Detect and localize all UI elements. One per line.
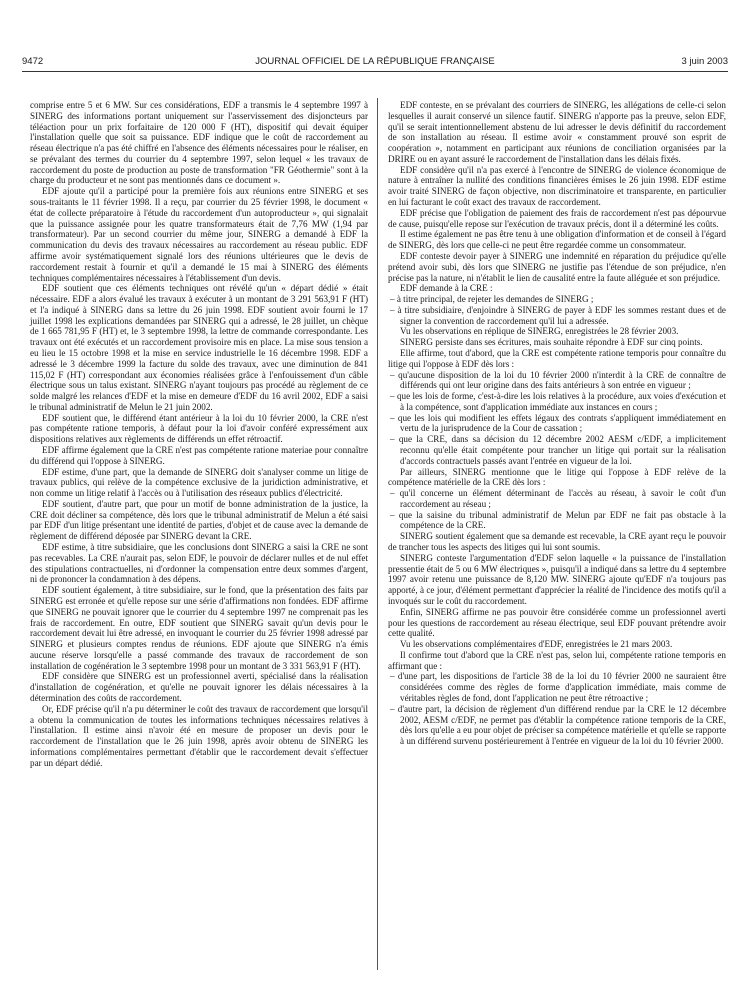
bullet-item: – que les lois de forme, c'est-à-dire les lois relatives à la procédure, aux voies d'exécution et à la compétence, sont d'application immédiate aux instances en cours ; <box>388 391 726 413</box>
paragraph: Enfin, SINERG affirme ne pas pouvoir être considérée comme un professionnel averti pour les questions de raccordement au réseau électrique, seul EDF pouvant prétendre avoir cette qualité. <box>388 606 726 639</box>
paragraph: Il estime également ne pas être tenu à une obligation d'information et de conseil à l'égard de SINERG, dès lors que celle-ci ne peut être regardée comme un consommateur. <box>388 229 726 251</box>
header-rule <box>22 71 728 72</box>
paragraph: Par ailleurs, SINERG mentionne que le litige qui l'oppose à EDF relève de la compétence matérielle de la CRE dès lors : <box>388 466 726 488</box>
right-column <box>388 100 726 747</box>
paragraph: SINERG soutient également que sa demande est recevable, la CRE ayant reçu le pouvoir de trancher tous les aspects des litiges qui lui sont soumis. <box>388 531 726 553</box>
paragraph: EDF considère que SINERG est un professionnel averti, spécialisé dans la réalisation d'installation de cogénération, et qu'elle ne pouvait ignorer les délais nécessaires à la détermination des coûts de raccordement. <box>30 671 368 703</box>
paragraph: Vu les observations en réplique de SINERG, enregistrées le 28 février 2003. <box>400 326 679 337</box>
paragraph: EDF soutient que, le différend étant antérieur à la loi du 10 février 2000, la CRE n'est pas compétente ratione temporis, à défaut pour la loi d'avoir conféré expressément aux dispositions relatives aux règlements de différends un effet rétroactif. <box>30 412 368 445</box>
issue-date: 3 juin 2003 <box>681 56 728 67</box>
paragraph: SINERG conteste l'argumentation d'EDF selon laquelle « la puissance de l'installation pressentie était de 5 ou 6 MW électriques », puisqu'il a indiqué dans sa lettre du 4 septembre 1997 avoir retenu une puissance de 8,120 MW. SINERG ajoute qu'EDF n'a toujours pas apporté, à ce jour, d'élément permettant d'apprécier la réalité de l'incidence des motifs qu'il a invoqués sur le coût du raccordement. <box>388 552 726 606</box>
bullet-item: – que la saisine du tribunal administratif de Melun par EDF ne fait pas obstacle à la compétence de la CRE. <box>388 510 726 532</box>
paragraph: EDF demande à la CRE : <box>400 283 493 294</box>
paragraph: Elle affirme, tout d'abord, que la CRE est compétente ratione temporis pour connaître du litige qui l'oppose à EDF dès lors : <box>388 347 726 369</box>
paragraph: comprise entre 5 et 6 MW. Sur ces considérations, EDF a transmis le 4 septembre 1997 à SINERG des informations portant uniquement sur l'asservissement des disjoncteurs par téléaction pour un prix forfaitaire de 120 000 F (HT), dispositif qui devait équiper l'installation quelle que soit sa puissance. EDF indique que le coût de raccordement au réseau électrique n'a pas été chiffré en l'absence des éléments nécessaires pour le réaliser, en se prévalant des termes du courrier du 4 septembre 1997, selon lequel « les travaux de raccordement du poste de production au poste de transformation "FR Géothermie" sont à la charge du producteur et ne sont pas mentionnés dans ce document ». <box>30 100 368 186</box>
paragraph: EDF affirme également que la CRE n'est pas compétente ratione materiae pour connaître du différend qui l'oppose à SINERG. <box>30 445 368 466</box>
bullet-item: – d'une part, les dispositions de l'article 38 de la loi du 10 février 2000 ne sauraient être considérées comme des règles de forme d'application immédiate, mais comme de véritables règles de fond, dont l'application ne peut être rétroactive ; <box>388 671 726 703</box>
paragraph: EDF ajoute qu'il a participé pour la première fois aux réunions entre SINERG et ses sous-traitants le 11 février 1998. Il a reçu, par courrier du 25 février 1998, le document « état de collecte préparatoire à l'étude du raccordement d'un autoproducteur », qui signalait que la puissance assignée pour les quatre transformateurs était de 7,76 MW (1,94 par transformateur). Par un second courrier du même jour, SINERG a demandé à EDF la communication du devis des travaux nécessaires au raccordement au réseau public. EDF affirme avoir systématiquement signalé lors des réunions ultérieures que le devis de raccordement restait à fournir et qu'il a demandé le 15 mai à SINERG des éléments techniques complémentaires nécessaires à l'établissement d'un devis. <box>30 186 368 283</box>
paragraph: EDF considère qu'il n'a pas exercé à l'encontre de SINERG de violence économique de nature à entraîner la nullité des conditions financières émises le 26 juin 1998. EDF estime avoir traité SINERG de façon objective, non discriminatoire et transparente, en particulier en lui facturant le coût exact des travaux de raccordement. <box>388 164 726 208</box>
paragraph: EDF conteste, en se prévalant des courriers de SINERG, les allégations de celle-ci selon lesquelles il aurait conservé un silence fautif. SINERG n'apporte pas la preuve, selon EDF, qu'il se serait intentionnellement abstenu de lui adresser le devis définitif du raccordement de son installation au réseau. Il estime avoir « constamment prouvé son esprit de coopération », notamment en participant aux réunions de conciliation organisées par la DRIRE ou en ayant assuré le raccordement de l'installation dans les délais fixés. <box>388 100 726 164</box>
bullet-item: – que les lois qui modifient les effets légaux des contrats s'appliquent immédiatement en vertu de la jurisprudence de la Cour de cassation ; <box>388 413 726 435</box>
bullet-item: – qu'aucune disposition de la loi du 10 février 2000 n'interdit à la CRE de connaître de différends qui ont leur origine dans des faits antérieurs à son entrée en vigueur ; <box>388 370 726 392</box>
left-column <box>30 100 368 768</box>
bullet-item: – d'autre part, la décision de règlement d'un différend rendue par la CRE le 12 décembre 2002, AESM c/EDF, ne permet pas d'établir la compétence ratione temporis de la CRE, dès lors qu'elle a eu pour objet de préciser sa compétence matérielle et qu'elle se rapporte à un différend survenu postérieurement à l'entrée en vigueur de la loi du 10 février 2000. <box>388 704 726 747</box>
bullet-item: – à titre principal, de rejeter les demandes de SINERG ; <box>388 294 726 305</box>
paragraph: EDF estime, à titre subsidiaire, que les conclusions dont SINERG a saisi la CRE ne sont pas recevables. La CRE n'aurait pas, selon EDF, le pouvoir de déclarer nulles et de nul effet des stipulations contractuelles, ni d'ordonner la compensation entre deux sommes d'argent, ni de prononcer la condamnation à des dépens. <box>30 542 368 585</box>
paragraph: SINERG persiste dans ses écritures, mais souhaite répondre à EDF sur cinq points. <box>400 337 703 348</box>
paragraph: EDF précise que l'obligation de paiement des frais de raccordement n'est pas dépourvue de cause, puisqu'elle repose sur l'exécution de travaux précis, dont il a déterminé les coûts. <box>388 207 726 229</box>
bullet-item: – qu'il concerne un élément déterminant de l'accès au réseau, à savoir le coût d'un raccordement au réseau ; <box>388 488 726 510</box>
bullet-item: – que la CRE, dans sa décision du 12 décembre 2002 AESM c/EDF, a implicitement reconnu qu'elle était compétente pour trancher un litige qui portait sur la réalisation d'accords contractuels passés avant l'entrée en vigueur de la loi. <box>388 434 726 466</box>
paragraph: EDF soutient que ces éléments techniques ont révélé qu'un « départ dédié » était nécessaire. EDF a alors évalué les travaux à exécuter à un montant de 3 291 563,91 F (HT) et l'a indiqué à SINERG dans sa lettre du 26 juin 1998. EDF soutient avoir fourni le 17 juillet 1998 les explications demandées par SINERG qui a adressé, le 28 juillet, un chèque de 1 665 781,95 F (HT) et, le 3 septembre 1998, la lettre de commande correspondante. Les travaux ont été exécutés et un raccordement provisoire mis en place. La mise sous tension a eu lieu le 15 octobre 1998 et la mise en service industrielle le 16 décembre 1998. EDF a adressé le 3 décembre 1999 la facture du solde des travaux, avec une diminution de 841 115,02 F (HT) correspondant aux économies réalisées grâce à l'enfouissement d'un câble électrique sous un talus existant. SINERG n'ayant toujours pas procédé au règlement de ce solde malgré les relances d'EDF et la mise en demeure d'EDF du 16 avril 2002, EDF a saisi le tribunal administratif de Melun le 21 juin 2002. <box>30 283 368 412</box>
paragraph: Il confirme tout d'abord que la CRE n'est pas, selon lui, compétente ratione temporis en affirmant que : <box>388 649 726 671</box>
paragraph: EDF soutient également, à titre subsidiaire, sur le fond, que la présentation des faits par SINERG est erronée et qu'elle repose sur une série d'affirmations non fondées. EDF affirme que SINERG ne pouvait ignorer que le courrier du 4 septembre 1997 ne comprenait pas les frais de raccordement. En outre, EDF soutient que SINERG savait qu'un devis pour le raccordement devait lui être adressé, en invoquant le courrier du 25 février 1998 adressé par SINERG et plusieurs comptes rendus de réunions. EDF ajoute que SINERG n'a émis aucune réserve lorsqu'elle a passé commande des travaux de raccordement de son installation de cogénération le 3 septembre 1998 pour un montant de 3 331 563,91 F (HT). <box>30 585 368 671</box>
paragraph: EDF conteste devoir payer à SINERG une indemnité en réparation du préjudice qu'elle prétend avoir subi, dès lors que SINERG ne justifie pas l'étendue de son préjudice, n'en précise pas la nature, ni n'établit le lien de causalité entre la faute alléguée et son préjudice. <box>388 250 726 283</box>
paragraph: EDF soutient, d'autre part, que pour un motif de bonne administration de la justice, la CRE doit décliner sa compétence, dès lors que le tribunal administratif de Melun a été saisi par EDF d'un litige présentant une identité de parties, d'objet et de cause avec la demande de règlement de différend déposée par SINERG devant la CRE. <box>30 498 368 542</box>
paragraph: Or, EDF précise qu'il n'a pu déterminer le coût des travaux de raccordement que lorsqu'il a obtenu la communication de toutes les informations techniques nécessaires relatives à l'installation. Il estime ainsi n'avoir été en mesure de proposer un devis pour le raccordement de l'installation que le 26 juin 1998, après avoir obtenu de SINERG les informations complémentaires permettant d'établir que le raccordement devait s'effectuer par un départ dédié. <box>30 703 368 768</box>
paragraph: EDF estime, d'une part, que la demande de SINERG doit s'analyser comme un litige de travaux publics, qui relève de la compétence exclusive de la juridiction administrative, et non comme un litige relatif à l'accès ou à l'utilisation des réseaux publics d'électricité. <box>30 466 368 499</box>
journal-title: JOURNAL OFFICIEL DE LA RÉPUBLIQUE FRANÇAISE <box>255 56 495 67</box>
page-header <box>22 56 728 70</box>
bullet-item: – à titre subsidiaire, d'enjoindre à SINERG de payer à EDF les sommes restant dues et de signer la convention de raccordement qu'il lui a adressée. <box>388 305 726 327</box>
column-divider <box>377 98 378 970</box>
paragraph: Vu les observations complémentaires d'EDF, enregistrées le 21 mars 2003. <box>400 639 673 650</box>
page-number: 9472 <box>22 56 44 67</box>
